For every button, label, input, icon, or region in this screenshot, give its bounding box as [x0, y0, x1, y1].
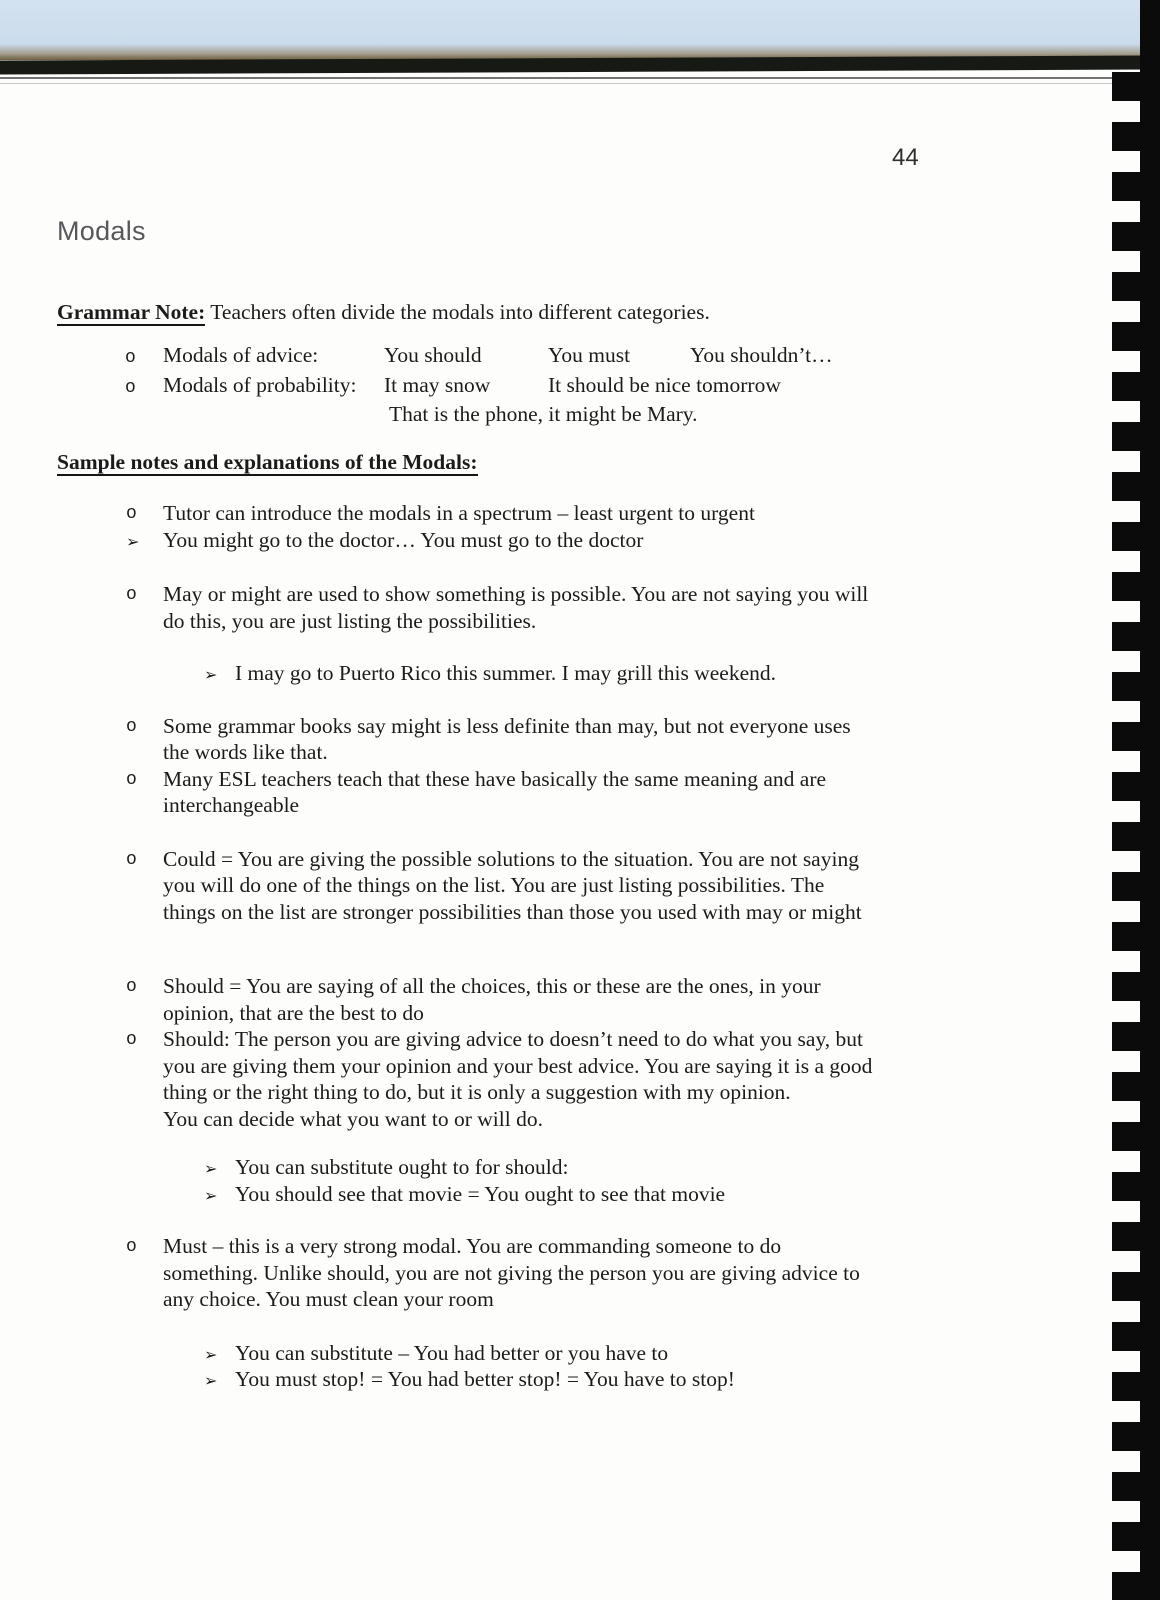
note-line: You should see that movie = You ought to see that movie	[235, 1181, 726, 1206]
continuation-line: That is the phone, it might be Mary.	[389, 402, 698, 426]
list-item	[125, 500, 985, 527]
list-item	[125, 1181, 985, 1208]
list-item	[125, 1154, 985, 1181]
circle-bullet: o	[125, 348, 136, 368]
section-heading	[57, 449, 478, 476]
note-line: You can substitute – You had better or you have to	[235, 1340, 669, 1365]
note-line: Must – this is a very strong modal. You are commanding someone to do	[163, 1234, 782, 1258]
example-phrase: You shouldn’t…	[690, 343, 833, 367]
example-phrase: You should	[384, 343, 482, 367]
note-line: Should = You are saying of all the choices, this or these are the ones, in your	[163, 974, 821, 998]
bullet-label: Modals of probability:	[163, 372, 357, 397]
list-item	[125, 660, 985, 687]
list-item	[125, 713, 985, 766]
circle-bullet: o	[126, 585, 137, 605]
note-line: May or might are used to show something is possible. You are not saying you will	[163, 582, 869, 606]
bullet-label: Modals of advice:	[163, 343, 319, 367]
grammar-note-line	[57, 299, 710, 326]
circle-bullet: o	[125, 377, 136, 398]
page-number: 44	[892, 144, 919, 171]
list-item	[125, 1366, 985, 1393]
grammar-note-label: Grammar Note:	[57, 300, 206, 324]
comb-binding-spine	[1140, 0, 1160, 1600]
note-line: do this, you are just listing the possibilities.	[163, 608, 537, 633]
circle-bullet: o	[126, 769, 137, 790]
arrow-bullet: ➢	[126, 531, 140, 551]
note-line: thing or the right thing to do, but it is only a suggestion with my opinion.	[163, 1080, 791, 1104]
note-line: you will do one of the things on the list. You are just listing possibilities. The	[163, 873, 825, 897]
note-line: You might go to the doctor… You must go to the doctor	[163, 527, 644, 552]
page-title: Modals	[57, 216, 146, 246]
note-line: Should: The person you are giving advice to doesn’t need to do what you say, but	[163, 1027, 864, 1051]
grammar-note-bullets	[125, 342, 833, 428]
note-line: You can substitute ought to for should:	[235, 1155, 569, 1179]
note-line: interchangeable	[163, 793, 300, 817]
grammar-note-intro: Teachers often divide the modals into different categories.	[210, 300, 710, 324]
list-item	[125, 581, 985, 634]
list-item	[125, 342, 833, 372]
note-line: the words like that.	[163, 740, 328, 764]
underlying-page-edge-line	[0, 77, 1142, 79]
note-line: Many ESL teachers teach that these have basically the same meaning and are	[163, 766, 827, 791]
arrow-bullet: ➢	[204, 1159, 218, 1178]
note-line: opinion, that are the best to do	[163, 1000, 424, 1025]
note-line: something. Unlike should, you are not giving the person you are giving advice to	[163, 1260, 860, 1285]
list-item	[125, 766, 985, 819]
list-item	[125, 527, 985, 554]
list-item	[125, 1340, 985, 1367]
example-phrase: It should be nice tomorrow	[548, 372, 781, 397]
underlying-page-edge-line	[0, 83, 1142, 84]
note-line: things on the list are stronger possibilities than those you used with may or might	[163, 899, 862, 924]
note-line: You can decide what you want to or will do.	[163, 1106, 543, 1131]
list-item	[125, 1233, 985, 1313]
note-line: any choice. You must clean your room	[163, 1287, 494, 1311]
arrow-bullet: ➢	[204, 1371, 218, 1390]
example-phrase: You must	[548, 343, 631, 367]
note-line: I may go to Puerto Rico this summer. I may grill this weekend.	[235, 661, 777, 685]
note-line: Could = You are giving the possible solutions to the situation. You are not saying	[163, 846, 859, 871]
note-line: you are giving them your opinion and your best advice. You are saying it is a good	[163, 1053, 873, 1078]
circle-bullet: o	[126, 1237, 137, 1257]
list-item	[125, 1026, 985, 1132]
section-heading-text: Sample notes and explanations of the Modals:	[57, 450, 478, 474]
list-item	[125, 846, 985, 926]
list-item	[125, 973, 985, 1026]
list-item	[125, 372, 833, 402]
notes-list	[125, 500, 985, 1393]
comb-binding-teeth	[1112, 72, 1142, 1600]
note-line: Some grammar books say might is less definite than may, but not everyone uses	[163, 713, 851, 738]
arrow-bullet: ➢	[204, 1344, 218, 1364]
example-phrase: It may snow	[384, 372, 491, 397]
arrow-bullet: ➢	[204, 665, 218, 684]
arrow-bullet: ➢	[204, 1185, 218, 1205]
circle-bullet: o	[126, 504, 137, 524]
note-line: Tutor can introduce the modals in a spectrum – least urgent to urgent	[163, 501, 755, 525]
circle-bullet: o	[126, 1030, 137, 1050]
circle-bullet: o	[126, 977, 137, 997]
circle-bullet: o	[126, 716, 137, 737]
circle-bullet: o	[126, 849, 137, 870]
note-line: You must stop! = You had better stop! = You have to stop!	[235, 1367, 735, 1391]
